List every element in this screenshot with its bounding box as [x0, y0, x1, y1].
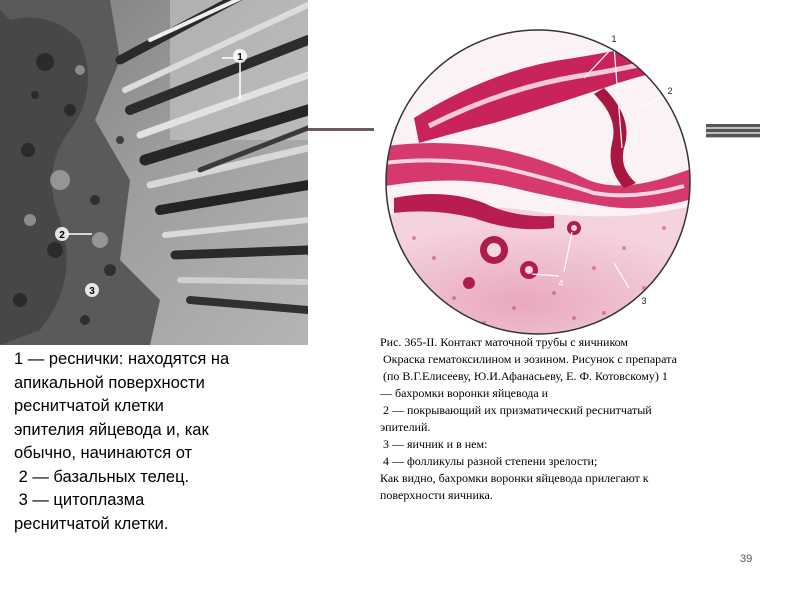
histology-label-3: 3: [641, 296, 647, 306]
caption-line: обычно, начинаются от: [14, 444, 193, 462]
caption-line: 3 — цитоплазма: [14, 491, 145, 509]
figure-caption-line: 2 — покрывающий их призматический реснитчатый: [380, 403, 652, 417]
figure-caption-title: Рис. 365-II. Контакт маточной трубы с яичником: [380, 335, 629, 349]
figure-caption-line: эпителий.: [380, 420, 431, 434]
histology-plate: [374, 28, 702, 336]
figure-caption-line: 4 — фолликулы разной степени зрелости;: [380, 454, 598, 468]
figure-caption-line: 3 — яичник и в нем:: [380, 437, 488, 451]
divider-bar-right: [706, 124, 760, 138]
histology-label-1: 1: [611, 34, 617, 44]
cilia-micrograph: [0, 0, 308, 345]
caption-line: 1 — реснички: находятся на: [14, 350, 230, 368]
figure-caption-line: (по В.Г.Елисееву, Ю.И.Афанасьеву, Е. Ф. Котовскому) 1: [380, 369, 668, 383]
caption-line: реснитчатой клетки: [14, 397, 164, 415]
figure-caption-line: поверхности яичника.: [380, 488, 493, 502]
divider-bar-left: [308, 128, 374, 131]
figure-caption-line: — бахромки воронки яйцевода и: [380, 386, 549, 400]
histology-label-2: 2: [667, 86, 673, 96]
page-number: 39: [740, 553, 753, 565]
caption-line: апикальной поверхности: [14, 373, 205, 392]
caption-line: 2 — базальных телец.: [14, 467, 190, 486]
figure-caption-line: Как видно, бахромки воронки яйцевода прилегают к: [380, 471, 649, 485]
micrograph-label-3: 3: [89, 286, 95, 297]
micrograph-label-1: 1: [237, 52, 243, 63]
figure-caption: [380, 334, 770, 504]
caption-line: реснитчатой клетки.: [14, 514, 169, 533]
histology-label-4: 4: [558, 278, 564, 288]
caption-line: эпителия яйцевода и, как: [14, 420, 209, 439]
figure-caption-line: Окраска гематоксилином и эозином. Рисунок с препарата: [380, 352, 677, 366]
cilia-description: [14, 348, 304, 536]
micrograph-label-2: 2: [59, 230, 65, 241]
